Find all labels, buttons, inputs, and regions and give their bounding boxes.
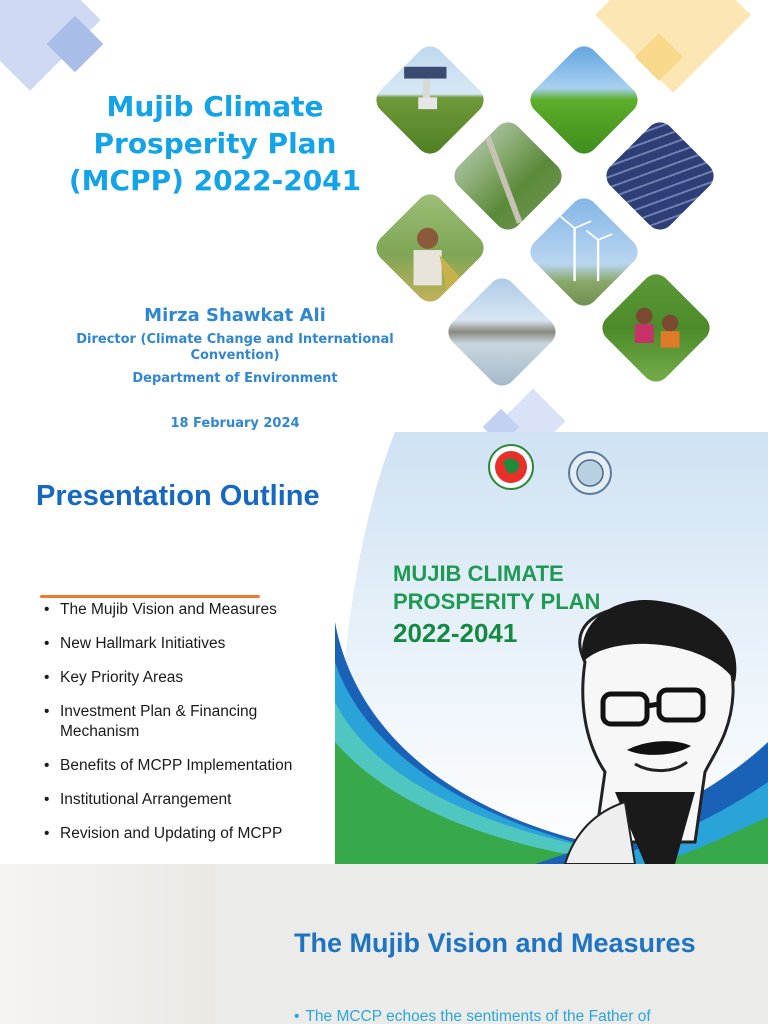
outline-item: • New Hallmark Initiatives [44,634,344,654]
orange-accent-line [40,595,260,598]
title-line-1: Mujib Climate [106,90,324,123]
department: Department of Environment [132,371,338,386]
presenter-role [55,332,415,364]
outline-item: • Key Priority Areas [44,668,344,688]
title-line-2: Prosperity Plan [93,127,337,160]
bangladesh-govt-logo [489,445,533,489]
rice-paddy-photo [525,41,644,160]
cover-title-line-2: PROSPERITY PLAN [393,589,601,614]
road-aerial-photo [449,117,568,236]
outline-title: Presentation Outline [36,480,320,512]
cover-title-line-1: MUJIB CLIMATE [393,561,564,586]
mcpp-cover-image [335,432,768,864]
outline-item: • Institutional Arrangement [44,790,344,810]
vision-background-image [0,864,215,1024]
wind-turbines-photo [525,193,644,312]
presenter-name: Mirza Shawkat Ali [144,305,326,326]
presentation-title [40,88,390,199]
solar-panels-photo [601,117,720,236]
children-farming-photo [597,269,716,388]
role-line-1: Director (Climate Change and International [76,332,394,347]
cover-title [393,560,600,616]
outline-item: • Benefits of MCPP Implementation [44,756,344,776]
coastal-settlement-photo [443,273,562,392]
doe-logo [569,452,611,494]
title-line-3: (MCPP) 2022-2041 [68,164,362,197]
presentation-date: 18 February 2024 [170,416,300,431]
bullet-dot: • [294,1008,300,1024]
outline-item: • The Mujib Vision and Measures [44,600,344,620]
outline-slide [0,432,768,864]
vision-bullet: • The MCCP echoes the sentiments of the Father of [294,1008,651,1024]
farmer-harvest-photo [371,189,490,308]
vision-title: The Mujib Vision and Measures [294,928,696,958]
cover-year: 2022-2041 [393,618,518,648]
outline-item: • Revision and Updating of MCPP [44,824,344,844]
outline-item: • Investment Plan & Financing Mechanism [44,702,344,742]
vision-slide [0,864,768,1024]
role-line-2: Convention) [190,348,280,363]
outline-list [44,600,344,858]
title-slide [0,0,768,432]
